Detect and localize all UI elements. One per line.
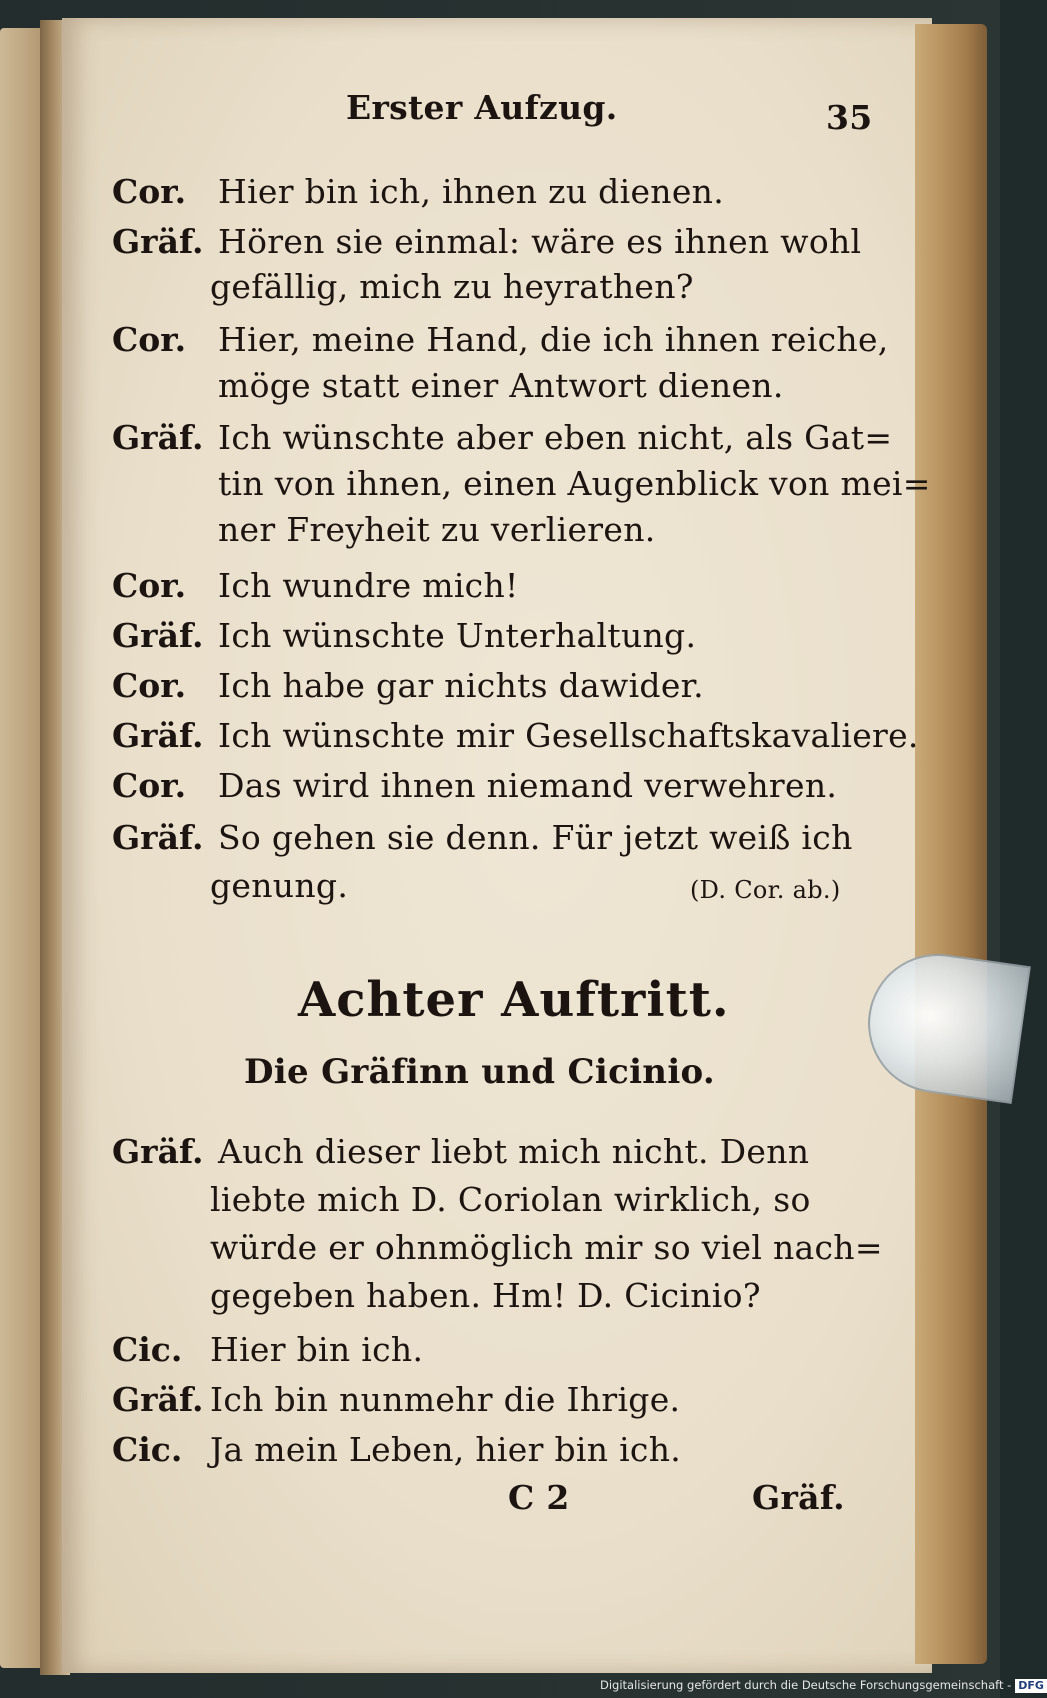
speaker-label: Cic.	[112, 1330, 183, 1369]
dialogue-line: genung.	[210, 866, 349, 905]
dialogue-line: Ich wünschte aber eben nicht, als Gat=	[218, 418, 893, 457]
dialogue-line: würde er ohnmöglich mir so viel nach=	[210, 1228, 883, 1267]
dialogue-line: Hier, meine Hand, die ich ihnen reiche,	[218, 320, 889, 359]
dialogue-line: Ich wünschte Unterhaltung.	[218, 616, 697, 655]
dialogue-line: Ich wundre mich!	[218, 566, 519, 605]
speaker-label: Gräf.	[112, 616, 204, 655]
dialogue-line: ner Freyheit zu verlieren.	[218, 510, 656, 549]
signature-mark: C 2	[508, 1478, 570, 1517]
catchword: Gräf.	[752, 1478, 845, 1517]
footer-note: Digitalisierung gefördert durch die Deutsche Forschungsgemeinschaft -	[600, 1678, 1012, 1692]
speaker-label: Gräf.	[112, 716, 204, 755]
speaker-label: Gräf.	[112, 222, 204, 261]
speaker-label: Cor.	[112, 766, 187, 805]
dialogue-line: möge statt einer Antwort dienen.	[218, 366, 784, 405]
dialogue-line: Hier bin ich, ihnen zu dienen.	[218, 172, 725, 211]
speaker-label: Gräf.	[112, 1380, 204, 1419]
dialogue-line: Das wird ihnen niemand verwehren.	[218, 766, 838, 805]
speaker-label: Cor.	[112, 172, 187, 211]
running-title: Erster Aufzug.	[346, 88, 618, 127]
speaker-label: Cic.	[112, 1430, 183, 1469]
speaker-label: Cor.	[112, 666, 187, 705]
page-number: 35	[826, 98, 873, 137]
dialogue-line: Hören sie einmal: wäre es ihnen wohl	[218, 222, 862, 261]
dialogue-line: liebte mich D. Coriolan wirklich, so	[210, 1180, 811, 1219]
scene-title: Achter Auftritt.	[298, 972, 730, 1028]
dialogue-line: Hier bin ich.	[210, 1330, 424, 1369]
scene-subtitle: Die Gräfinn und Cicinio.	[244, 1052, 716, 1092]
speaker-label: Cor.	[112, 566, 187, 605]
dialogue-line: tin von ihnen, einen Augenblick von mei=	[218, 464, 931, 503]
dialogue-line: Ich bin nunmehr die Ihrige.	[210, 1380, 681, 1419]
dialogue-line: gefällig, mich zu heyrathen?	[210, 267, 694, 306]
speaker-label: Gräf.	[112, 818, 204, 857]
dfg-logo: DFG	[1015, 1679, 1047, 1693]
speaker-label: Gräf.	[112, 418, 204, 457]
dialogue-line: So gehen sie denn. Für jetzt weiß ich	[218, 818, 853, 857]
dialogue-line: Ja mein Leben, hier bin ich.	[210, 1430, 682, 1469]
dialogue-line: Auch dieser liebt mich nicht. Denn	[218, 1132, 810, 1171]
dialogue-line: gegeben haben. Hm! D. Cicinio?	[210, 1276, 761, 1315]
stage-direction: (D. Cor. ab.)	[690, 876, 841, 904]
dialogue-line: Ich habe gar nichts dawider.	[218, 666, 704, 705]
footer-credit	[600, 1676, 1044, 1694]
speaker-label: Cor.	[112, 320, 187, 359]
dialogue-line: Ich wünschte mir Gesellschaftskavaliere.	[218, 716, 919, 755]
speaker-label: Gräf.	[112, 1132, 204, 1171]
